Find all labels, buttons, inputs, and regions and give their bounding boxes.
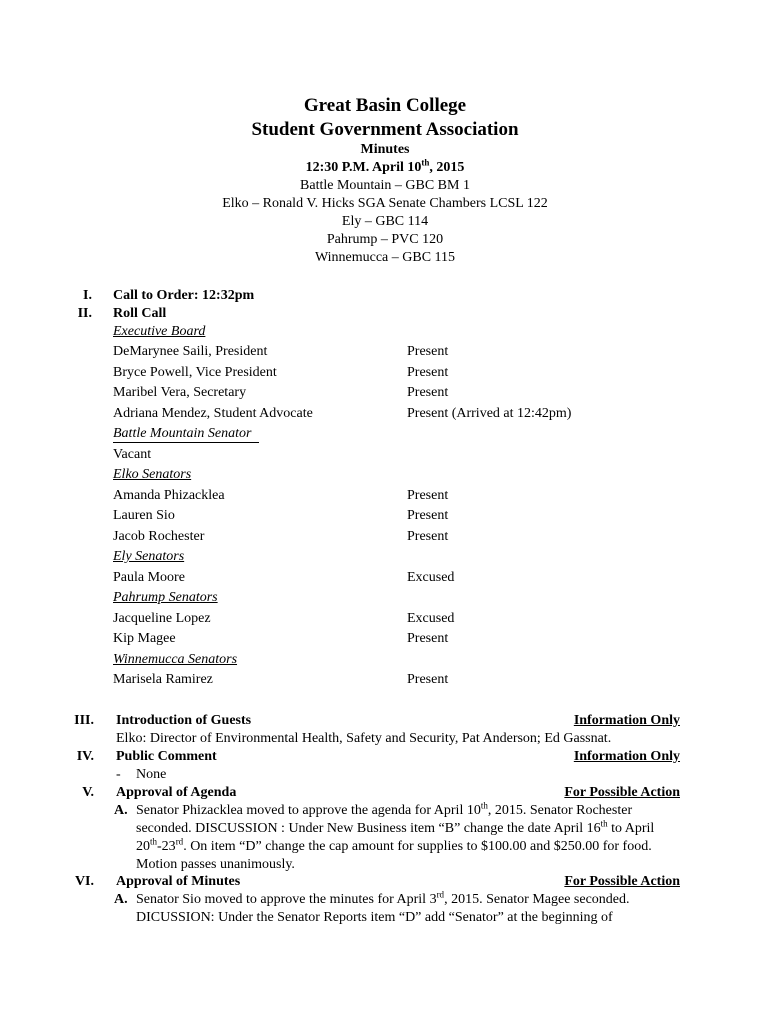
list-dash: - <box>116 767 121 782</box>
roll-name: Marisela Ramirez <box>113 672 213 687</box>
agenda-heading: Approval of Agenda <box>116 785 237 800</box>
agenda-text: to April 20 <box>136 821 655 854</box>
section-number: VI. <box>74 874 94 889</box>
meeting-time-main: 12:30 P.M. April 10 <box>305 160 422 175</box>
section-number: V. <box>82 785 94 800</box>
call-to-order-heading: Call to Order: 12:32pm <box>113 288 255 303</box>
minutes-heading: Approval of Minutes <box>116 874 241 889</box>
org-title: Student Government Association <box>251 119 519 140</box>
roll-status: Present <box>407 508 449 523</box>
roll-group-label: Ely Senators <box>113 549 185 564</box>
meeting-time <box>0 157 770 176</box>
minutes-tag: For Possible Action <box>564 874 680 889</box>
section-number: II. <box>77 306 92 321</box>
minutes-item-letter: A. <box>114 892 128 907</box>
public-comment-item: None <box>136 767 167 782</box>
location-line: Winnemucca – GBC 115 <box>314 250 456 265</box>
guests-heading: Introduction of Guests <box>116 713 252 728</box>
minutes-paragraph <box>136 891 681 927</box>
public-comment-tag: Information Only <box>573 749 680 764</box>
roll-name: Maribel Vera, Secretary <box>113 385 247 400</box>
roll-status: Present <box>407 672 449 687</box>
roll-status: Present <box>407 631 449 646</box>
guests-tag: Information Only <box>573 713 680 728</box>
roll-name: DeMarynee Saili, President <box>113 344 268 359</box>
ordinal-sup: rd <box>436 889 445 900</box>
section-number: III. <box>74 713 94 728</box>
agenda-item-letter: A. <box>114 803 128 818</box>
roll-status: Present <box>407 529 449 544</box>
public-comment-heading: Public Comment <box>116 749 217 764</box>
ordinal-sup: rd <box>175 836 184 847</box>
roll-status: Excused <box>407 611 455 626</box>
roll-status: Present <box>407 488 449 503</box>
roll-name: Bryce Powell, Vice President <box>113 365 277 380</box>
guests-text: Elko: Director of Environmental Health, Safety and Security, Pat Anderson; Ed Gassnat. <box>116 731 612 746</box>
agenda-text: , 2015. Senator Rochester seconded. DISCUSSION : Under New Business item “B” change the date April 16 <box>136 803 633 836</box>
college-title: Great Basin College <box>303 95 467 116</box>
roll-group-label: Executive Board <box>113 324 206 339</box>
minutes-text: Senator Sio moved to approve the minutes for April 3 <box>136 892 437 907</box>
location-line: Elko – Ronald V. Hicks SGA Senate Chambers LCSL 122 <box>222 196 548 211</box>
location-line: Battle Mountain – GBC BM 1 <box>300 178 470 193</box>
roll-name: Paula Moore <box>113 570 185 585</box>
roll-name: Vacant <box>113 447 152 462</box>
roll-group-label: Winnemucca Senators <box>113 652 238 667</box>
roll-group-label: Battle Mountain Senator <box>113 426 259 443</box>
ordinal-sup: th <box>480 800 488 811</box>
doc-type: Minutes <box>360 142 410 157</box>
ordinal-sup: th <box>150 836 158 847</box>
meeting-time-sup: th <box>421 157 430 168</box>
meeting-time-year: , 2015 <box>429 160 465 175</box>
agenda-paragraph <box>136 802 681 874</box>
roll-name: Jacqueline Lopez <box>113 611 211 626</box>
roll-status: Present <box>407 365 449 380</box>
roll-name: Amanda Phizacklea <box>113 488 225 503</box>
roll-group-label: Pahrump Senators <box>113 590 218 605</box>
agenda-tag: For Possible Action <box>564 785 680 800</box>
agenda-text: . On item “D” change the cap amount for supplies to $100.00 and $250.00 for food. Motion passes unanimously. <box>136 839 652 872</box>
roll-status: Present (Arrived at 12:42pm) <box>407 406 572 421</box>
agenda-text: Senator Phizacklea moved to approve the agenda for April 10 <box>136 803 481 818</box>
ordinal-sup: th <box>600 818 608 829</box>
section-number: IV. <box>76 749 94 764</box>
roll-name: Kip Magee <box>113 631 176 646</box>
location-line: Ely – GBC 114 <box>341 214 429 229</box>
roll-status: Excused <box>407 570 455 585</box>
roll-name: Jacob Rochester <box>113 529 205 544</box>
roll-name: Lauren Sio <box>113 508 175 523</box>
roll-call-heading: Roll Call <box>113 306 167 321</box>
roll-status: Present <box>407 344 449 359</box>
roll-group-label: Elko Senators <box>113 467 192 482</box>
roll-name: Adriana Mendez, Student Advocate <box>113 406 313 421</box>
minutes-text: , 2015. Senator Magee seconded. DICUSSION: Under the Senator Reports item “D” add “Senator” at the beginning of <box>136 892 630 925</box>
roll-status: Present <box>407 385 449 400</box>
agenda-text: -23 <box>157 839 176 854</box>
location-line: Pahrump – PVC 120 <box>326 232 444 247</box>
section-number: I. <box>83 288 92 303</box>
